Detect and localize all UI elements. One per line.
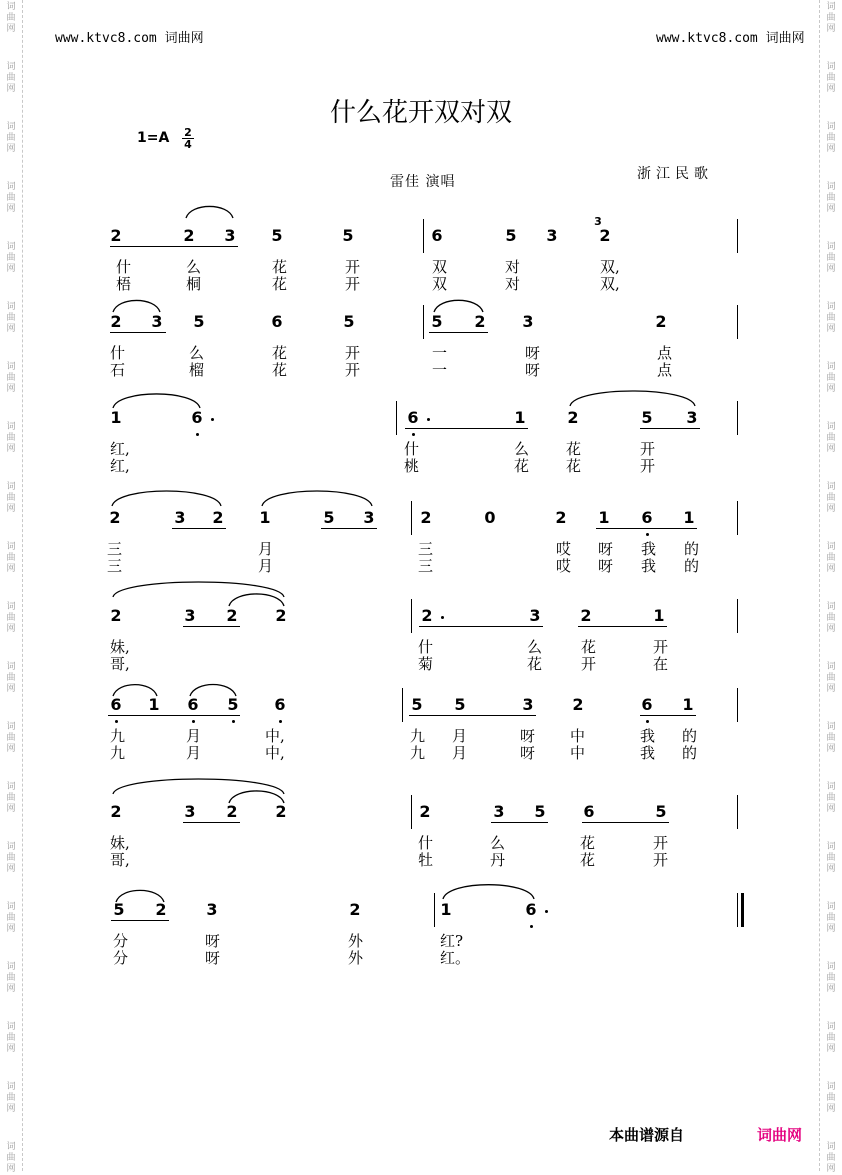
note: 3 (522, 312, 534, 331)
slur (113, 779, 284, 794)
note: 1 (148, 695, 160, 714)
grace-note: 3 (594, 215, 602, 228)
note: 1 (683, 508, 695, 527)
lyric-verse-1: 的 (684, 540, 700, 558)
lyric-verse-1: 月 (186, 727, 202, 745)
lyric-verse-1: 呀 (520, 727, 536, 745)
lyric-verse-2: 桐 (186, 275, 202, 293)
lyric-verse-1: 的 (682, 727, 698, 745)
lyric-verse-2: 一 (432, 361, 448, 379)
lyric-verse-2: 呀 (205, 949, 221, 967)
lyric-verse-1: 红, (110, 440, 130, 458)
watermark-text: 词 曲 网 (6, 2, 16, 34)
slur (229, 791, 284, 803)
lyric-verse-1: 中, (265, 727, 285, 745)
lyric-verse-2: 三 (418, 557, 434, 575)
watermark-text: 词 曲 网 (6, 722, 16, 754)
lyric-verse-2: 中, (265, 744, 285, 762)
note: 1 (682, 695, 694, 714)
watermark-text: 词 曲 网 (6, 302, 16, 334)
watermark-text: 词 曲 网 (826, 782, 836, 814)
slur (443, 885, 534, 899)
slur (262, 491, 372, 506)
lyric-verse-2: 在 (653, 655, 669, 673)
lyric-verse-2: 对 (505, 275, 521, 293)
note: 2 (567, 408, 579, 427)
lyric-verse-1: 什 (418, 834, 434, 852)
slur (434, 300, 483, 312)
lyric-verse-1: 哎 (556, 540, 572, 558)
note: 3 (184, 802, 196, 821)
footer-brand-link[interactable]: 词曲网 (757, 1126, 803, 1144)
note: 2 (183, 226, 195, 245)
lyric-verse-1: 什 (418, 638, 434, 656)
watermark-text: 词 曲 网 (826, 182, 836, 214)
watermark-text: 词 曲 网 (826, 62, 836, 94)
lyric-verse-2: 花 (566, 457, 582, 475)
song-title: 什么花开双对双 (329, 98, 512, 128)
lyric-verse-1: 月 (452, 727, 468, 745)
watermark-text: 词 曲 网 (6, 842, 16, 874)
note: 1 (259, 508, 271, 527)
watermark-text: 词 曲 网 (6, 1082, 16, 1114)
lyric-verse-1: 对 (505, 258, 521, 276)
note: 2 (572, 695, 584, 714)
lyric-verse-2: 开 (640, 457, 656, 475)
lyric-verse-2: 三 (107, 557, 123, 575)
lyric-verse-1: 月 (258, 540, 274, 558)
lyric-verse-1: 红? (440, 932, 464, 950)
note: 5 (193, 312, 205, 331)
note: 6 (525, 900, 537, 919)
watermark-text: 词 曲 网 (826, 1142, 836, 1174)
lyric-verse-1: 外 (348, 932, 364, 950)
lyric-verse-1: 么 (527, 638, 543, 656)
note: 2 (599, 226, 611, 245)
note: 5 (343, 312, 355, 331)
lyric-verse-2: 梧 (116, 275, 132, 293)
note: 2 (420, 508, 432, 527)
lyric-verse-1: 么 (186, 258, 202, 276)
lyric-verse-2: 双 (432, 275, 448, 293)
note: 6 (583, 802, 595, 821)
watermark-text: 词 曲 网 (6, 242, 16, 274)
lyric-verse-1: 呀 (598, 540, 614, 558)
watermark-text: 词 曲 网 (6, 482, 16, 514)
lyric-verse-2: 花 (272, 361, 288, 379)
note: 6 (407, 408, 419, 427)
note: 2 (474, 312, 486, 331)
note: 1 (440, 900, 452, 919)
note: 6 (641, 695, 653, 714)
lyric-verse-2: 石 (110, 361, 126, 379)
watermark-text: 词 曲 网 (826, 362, 836, 394)
note: 5 (431, 312, 443, 331)
note: 2 (655, 312, 667, 331)
note: 2 (110, 802, 122, 821)
note: 1 (598, 508, 610, 527)
watermark-text: 词 曲 网 (6, 62, 16, 94)
lyric-verse-2: 榴 (189, 361, 205, 379)
lyric-verse-2: 九 (110, 744, 126, 762)
note: 1 (514, 408, 526, 427)
note: 5 (454, 695, 466, 714)
lyric-verse-1: 花 (566, 440, 582, 458)
note: 5 (505, 226, 517, 245)
note: 5 (113, 900, 125, 919)
watermark-text: 词 曲 网 (826, 542, 836, 574)
note: 5 (342, 226, 354, 245)
watermark-text: 词 曲 网 (826, 2, 836, 34)
watermark-text: 词 曲 网 (6, 602, 16, 634)
lyric-verse-1: 花 (580, 834, 596, 852)
note: 3 (151, 312, 163, 331)
note: 2 (226, 802, 238, 821)
watermark-text: 词 曲 网 (6, 362, 16, 394)
lyric-verse-2: 花 (580, 851, 596, 869)
note: 2 (109, 508, 121, 527)
lyric-verse-1: 九 (110, 727, 126, 745)
lyric-verse-1: 分 (113, 932, 129, 950)
note: 5 (655, 802, 667, 821)
lyric-verse-1: 么 (490, 834, 506, 852)
lyric-verse-2: 菊 (418, 655, 434, 673)
watermark-text: 词 曲 网 (6, 182, 16, 214)
note: 6 (191, 408, 203, 427)
watermark-text: 词 曲 网 (6, 1022, 16, 1054)
watermark-text: 词 曲 网 (826, 842, 836, 874)
note: 2 (212, 508, 224, 527)
lyric-verse-1: 么 (514, 440, 530, 458)
note: 6 (110, 695, 122, 714)
lyric-verse-1: 花 (581, 638, 597, 656)
watermark-text: 词 曲 网 (826, 302, 836, 334)
lyric-verse-2: 红。 (440, 949, 471, 967)
watermark-text: 词 曲 网 (6, 122, 16, 154)
note: 2 (421, 606, 433, 625)
note: 2 (110, 226, 122, 245)
note: 1 (110, 408, 122, 427)
watermark-text: 词 曲 网 (826, 962, 836, 994)
lyric-verse-1: 开 (653, 834, 669, 852)
note: 3 (493, 802, 505, 821)
lyric-verse-1: 什 (116, 258, 132, 276)
note: 1 (653, 606, 665, 625)
lyric-verse-2: 哎 (556, 557, 572, 575)
lyric-verse-1: 中 (570, 727, 586, 745)
lyric-verse-2: 开 (581, 655, 597, 673)
slur (113, 394, 200, 408)
slur (186, 206, 233, 218)
footer-source-label: 本曲谱源自 (609, 1126, 685, 1144)
note: 6 (641, 508, 653, 527)
lyric-verse-2: 分 (113, 949, 129, 967)
note: 2 (110, 606, 122, 625)
lyric-verse-2: 红, (110, 457, 130, 475)
key-signature: 1=A (137, 130, 170, 146)
lyric-verse-2: 花 (272, 275, 288, 293)
lyric-verse-1: 妹, (110, 834, 130, 852)
note: 2 (275, 802, 287, 821)
lyric-verse-2: 桃 (404, 457, 420, 475)
slur (229, 594, 284, 606)
note: 3 (363, 508, 375, 527)
note: 3 (224, 226, 236, 245)
watermark-text: 词 曲 网 (826, 722, 836, 754)
watermark-text: 词 曲 网 (826, 1082, 836, 1114)
watermark-text: 词 曲 网 (6, 542, 16, 574)
note: 2 (226, 606, 238, 625)
lyric-verse-2: 月 (186, 744, 202, 762)
note: 5 (534, 802, 546, 821)
lyric-verse-2: 中 (570, 744, 586, 762)
watermark-text: 词 曲 网 (6, 782, 16, 814)
lyric-verse-1: 点 (657, 344, 673, 362)
note: 3 (529, 606, 541, 625)
lyric-verse-2: 开 (345, 361, 361, 379)
note: 2 (580, 606, 592, 625)
lyric-verse-2: 哥, (110, 655, 130, 673)
watermark-text: 词 曲 网 (826, 482, 836, 514)
note: 3 (546, 226, 558, 245)
watermark-text: 词 曲 网 (6, 1142, 16, 1174)
lyric-verse-1: 呀 (525, 344, 541, 362)
lyric-verse-1: 花 (272, 258, 288, 276)
singer-credit: 雷佳 演唱 (390, 174, 456, 190)
note: 5 (271, 226, 283, 245)
watermark-text: 词 曲 网 (6, 902, 16, 934)
lyric-verse-1: 开 (345, 344, 361, 362)
lyric-verse-2: 牡 (418, 851, 434, 869)
lyric-verse-2: 呀 (520, 744, 536, 762)
lyric-verse-1: 我 (640, 727, 656, 745)
slur (113, 300, 160, 312)
lyric-verse-2: 的 (684, 557, 700, 575)
lyric-verse-1: 花 (272, 344, 288, 362)
time-bottom: 4 (182, 138, 194, 150)
note: 2 (419, 802, 431, 821)
lyric-verse-1: 妹, (110, 638, 130, 656)
lyric-verse-1: 双 (432, 258, 448, 276)
lyric-verse-1: 我 (641, 540, 657, 558)
note: 3 (522, 695, 534, 714)
header-right-site[interactable]: www.ktvc8.com 词曲网 (656, 31, 805, 46)
slur (112, 491, 221, 506)
lyric-verse-1: 开 (640, 440, 656, 458)
note: 3 (686, 408, 698, 427)
slur (570, 391, 695, 406)
lyric-verse-2: 双, (600, 275, 620, 293)
slur (116, 890, 164, 902)
lyric-verse-1: 双, (600, 258, 620, 276)
note: 2 (155, 900, 167, 919)
lyric-verse-2: 外 (348, 949, 364, 967)
note: 3 (174, 508, 186, 527)
note: 3 (206, 900, 218, 919)
song-source: 浙江民歌 (637, 166, 713, 182)
lyric-verse-1: 什 (404, 440, 420, 458)
watermark-text: 词 曲 网 (826, 122, 836, 154)
note: 3 (184, 606, 196, 625)
lyric-verse-1: 九 (410, 727, 426, 745)
watermark-text: 词 曲 网 (6, 962, 16, 994)
lyric-verse-1: 开 (345, 258, 361, 276)
lyric-verse-2: 我 (641, 557, 657, 575)
note: 2 (349, 900, 361, 919)
note: 5 (227, 695, 239, 714)
lyric-verse-2: 点 (657, 361, 673, 379)
slur (190, 685, 236, 697)
note: 2 (555, 508, 567, 527)
note: 6 (271, 312, 283, 331)
lyric-verse-2: 开 (653, 851, 669, 869)
note: 2 (275, 606, 287, 625)
slur (113, 582, 284, 597)
lyric-verse-2: 花 (514, 457, 530, 475)
lyric-verse-1: 一 (432, 344, 448, 362)
lyric-verse-2: 月 (452, 744, 468, 762)
note: 5 (641, 408, 653, 427)
watermark-text: 词 曲 网 (826, 902, 836, 934)
lyric-verse-2: 哥, (110, 851, 130, 869)
note: 0 (484, 508, 496, 527)
note: 5 (411, 695, 423, 714)
lyric-verse-1: 三 (107, 540, 123, 558)
lyric-verse-2: 九 (410, 744, 426, 762)
lyric-verse-1: 三 (418, 540, 434, 558)
watermark-text: 词 曲 网 (6, 662, 16, 694)
note: 6 (187, 695, 199, 714)
lyric-verse-2: 的 (682, 744, 698, 762)
lyric-verse-2: 开 (345, 275, 361, 293)
lyric-verse-2: 月 (258, 557, 274, 575)
lyric-verse-2: 呀 (598, 557, 614, 575)
lyric-verse-1: 什 (110, 344, 126, 362)
lyric-verse-2: 呀 (525, 361, 541, 379)
note: 6 (274, 695, 286, 714)
slur (113, 685, 157, 696)
header-left-site[interactable]: www.ktvc8.com 词曲网 (55, 31, 204, 46)
lyric-verse-1: 么 (189, 344, 205, 362)
lyric-verse-1: 开 (653, 638, 669, 656)
watermark-text: 词 曲 网 (826, 242, 836, 274)
note: 6 (431, 226, 443, 245)
watermark-text: 词 曲 网 (826, 602, 836, 634)
watermark-text: 词 曲 网 (826, 1022, 836, 1054)
lyric-verse-2: 丹 (490, 851, 506, 869)
lyric-verse-1: 呀 (205, 932, 221, 950)
lyric-verse-2: 我 (640, 744, 656, 762)
watermark-text: 词 曲 网 (826, 422, 836, 454)
watermark-text: 词 曲 网 (826, 662, 836, 694)
time-top: 2 (184, 126, 192, 139)
watermark-text: 词 曲 网 (6, 422, 16, 454)
note: 2 (110, 312, 122, 331)
lyric-verse-2: 花 (527, 655, 543, 673)
note: 5 (323, 508, 335, 527)
